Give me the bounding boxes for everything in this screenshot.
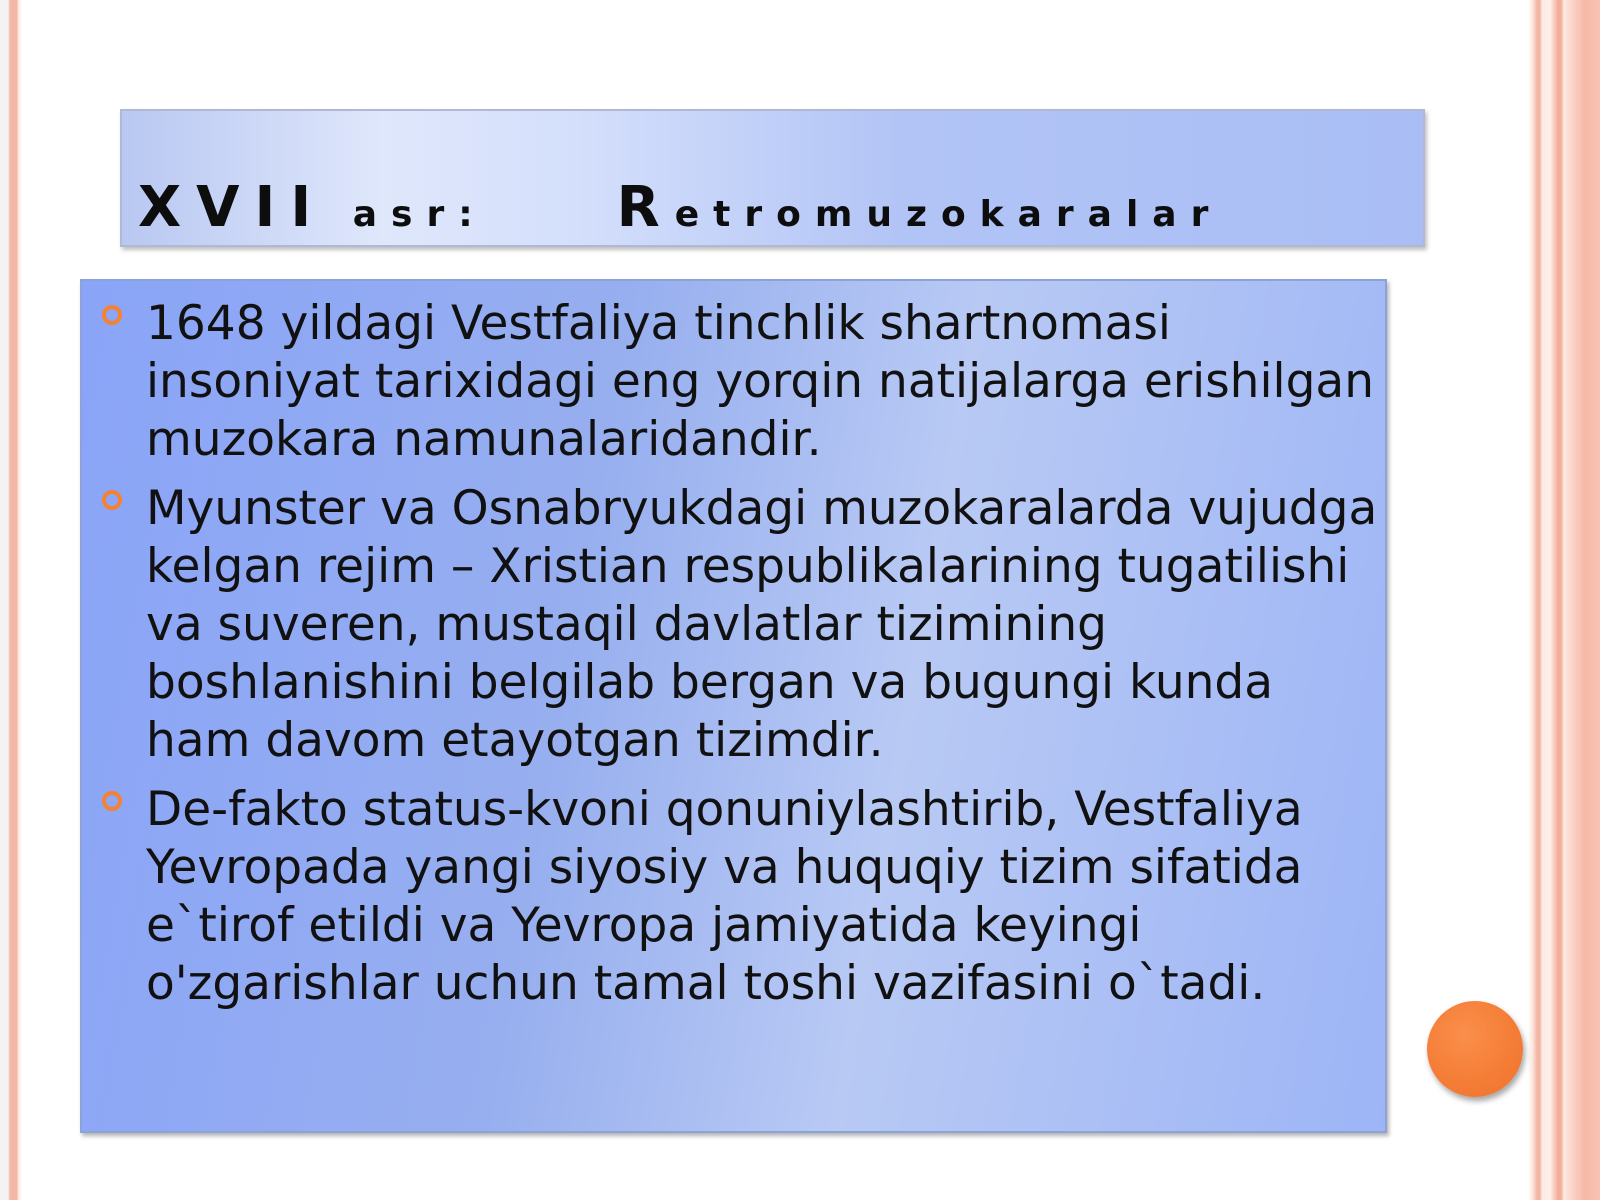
right-border-decoration	[1528, 0, 1600, 1200]
bullet-text: 1648 yildagi Vestfaliya tinchlik shartnomasi insoniyat tarixidagi eng yorqin natijalarga erishilgan muzokara namunalaridandir.	[146, 296, 1375, 467]
content-box	[80, 279, 1387, 1133]
title-part1: XVII	[138, 175, 327, 240]
bullet-text: Myunster va Osnabryukdagi muzokaralarda vujudga kelgan rejim – Xristian respublikalarining tugatilishi va suveren, mustaqil davlatlar tizimining boshlanishini belgilab bergan va bugungi kunda ham davom etayotgan tizimdir.	[146, 481, 1378, 768]
title-box	[120, 109, 1425, 247]
bullet-text: De-fakto status-kvoni qonuniylashtirib, Vestfaliya Yevropada yangi siyosiy va huquqiy tizim sifatida e`tirof etildi va Yevropa jamiyatida keyingi o'zgarishlar uchun tamal toshi vazifasini o`tadi.	[146, 782, 1303, 1011]
bullet-item	[82, 295, 1382, 469]
slide-title	[138, 175, 1418, 240]
bullet-item	[82, 480, 1382, 770]
ring-bullet-icon	[102, 490, 122, 510]
orange-circle-decoration	[1427, 1001, 1523, 1097]
title-part3-rest: etromuzokaralar	[674, 194, 1223, 235]
ring-bullet-icon	[102, 791, 122, 811]
title-part3-initial: R	[616, 175, 675, 240]
left-border-decoration	[0, 0, 22, 1200]
ring-bullet-icon	[102, 305, 122, 325]
title-part2: asr:	[352, 194, 487, 235]
bullet-list	[82, 295, 1382, 1024]
bullet-item	[82, 781, 1382, 1013]
